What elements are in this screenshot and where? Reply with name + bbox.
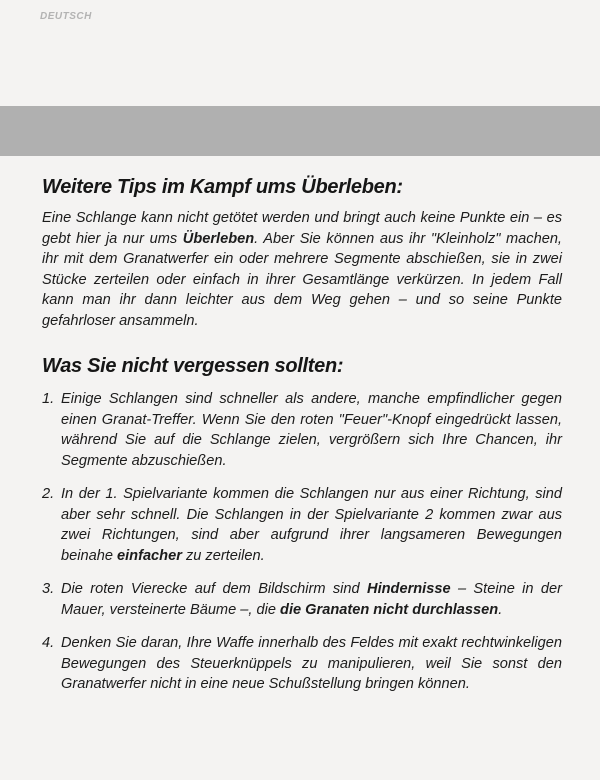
tips-paragraph	[42, 208, 562, 331]
tips-text-end: . Aber Sie können aus ihr "Kleinholz" machen, ihr mit dem Granatwerfer ein oder mehrere Segmente abschießen, sie in zwei Stücke zerteilen oder einfach in ihrer Gesamtlänge verkürzen. In jedem Fall kann man ihr dann leichter aus dem Weg gehen – und so seine Punkte gefahrloser ansammeln.	[42, 230, 562, 329]
section-heading-tips: Weitere Tips im Kampf ums Überleben:	[42, 176, 403, 198]
list-item-text: Denken Sie daran, Ihre Waffe innerhalb des Feldes mit exakt rechtwinkeligen Bewegungen des Steuerknüppels zu manipulieren, weil Sie sonst den Granatwerfer nicht in eine neue Schußstellung bringen können.	[61, 635, 562, 692]
list-item	[42, 633, 562, 695]
page-content	[42, 174, 562, 708]
tips-text-start: Eine Schlange kann nicht getötet werden und bringt auch keine Punkte ein – es gebt hier ja nur ums	[42, 210, 562, 247]
list-item-number: 4.	[42, 635, 55, 651]
section-heading-reminders: Was Sie nicht vergessen sollten:	[42, 355, 344, 377]
language-label: DEUTSCH	[40, 11, 92, 22]
list-item-bold: einfacher	[117, 547, 182, 564]
header-grey-bar	[0, 106, 600, 156]
tips-bold-ueberleben: Überleben	[182, 230, 255, 247]
list-item	[42, 484, 562, 566]
list-item-text: Einige Schlangen sind schneller als andere, manche empfindlicher gegen einen Granat-Treffer. Wenn Sie den roten "Feuer"-Knopf eingedrückt lassen, während Sie auf die Schlange zielen, vergrößern sich Ihre Chancen, ihr Segmente abzuschießen.	[61, 391, 562, 469]
list-item-text-end: .	[498, 601, 503, 618]
list-item-bold-granaten: die Granaten nicht durchlassen	[280, 601, 499, 618]
list-item-number: 2.	[42, 486, 55, 502]
reminder-list	[42, 389, 562, 695]
list-item-number: 3.	[42, 581, 55, 597]
list-item	[42, 579, 562, 620]
list-item-text-end: zu zerteilen.	[181, 547, 265, 564]
list-item-text: Die roten Vierecke auf dem Bildschirm sind	[61, 581, 368, 597]
list-item-text-mid: – Steine in der Mauer, versteinerte Bäume –, die	[61, 581, 563, 618]
list-item-text: In der 1. Spielvariante kommen die Schlangen nur aus einer Richtung, sind aber sehr schnell. Die Schlangen in der Spielvariante 2 kommen zwar aus zwei Richtungen, sind aber aufgrund ihrer langsameren Bewegungen beinahe	[61, 486, 562, 564]
list-item-bold-hindernisse: Hindernisse	[367, 581, 451, 597]
list-item	[42, 389, 562, 471]
list-item-number: 1.	[42, 391, 55, 407]
